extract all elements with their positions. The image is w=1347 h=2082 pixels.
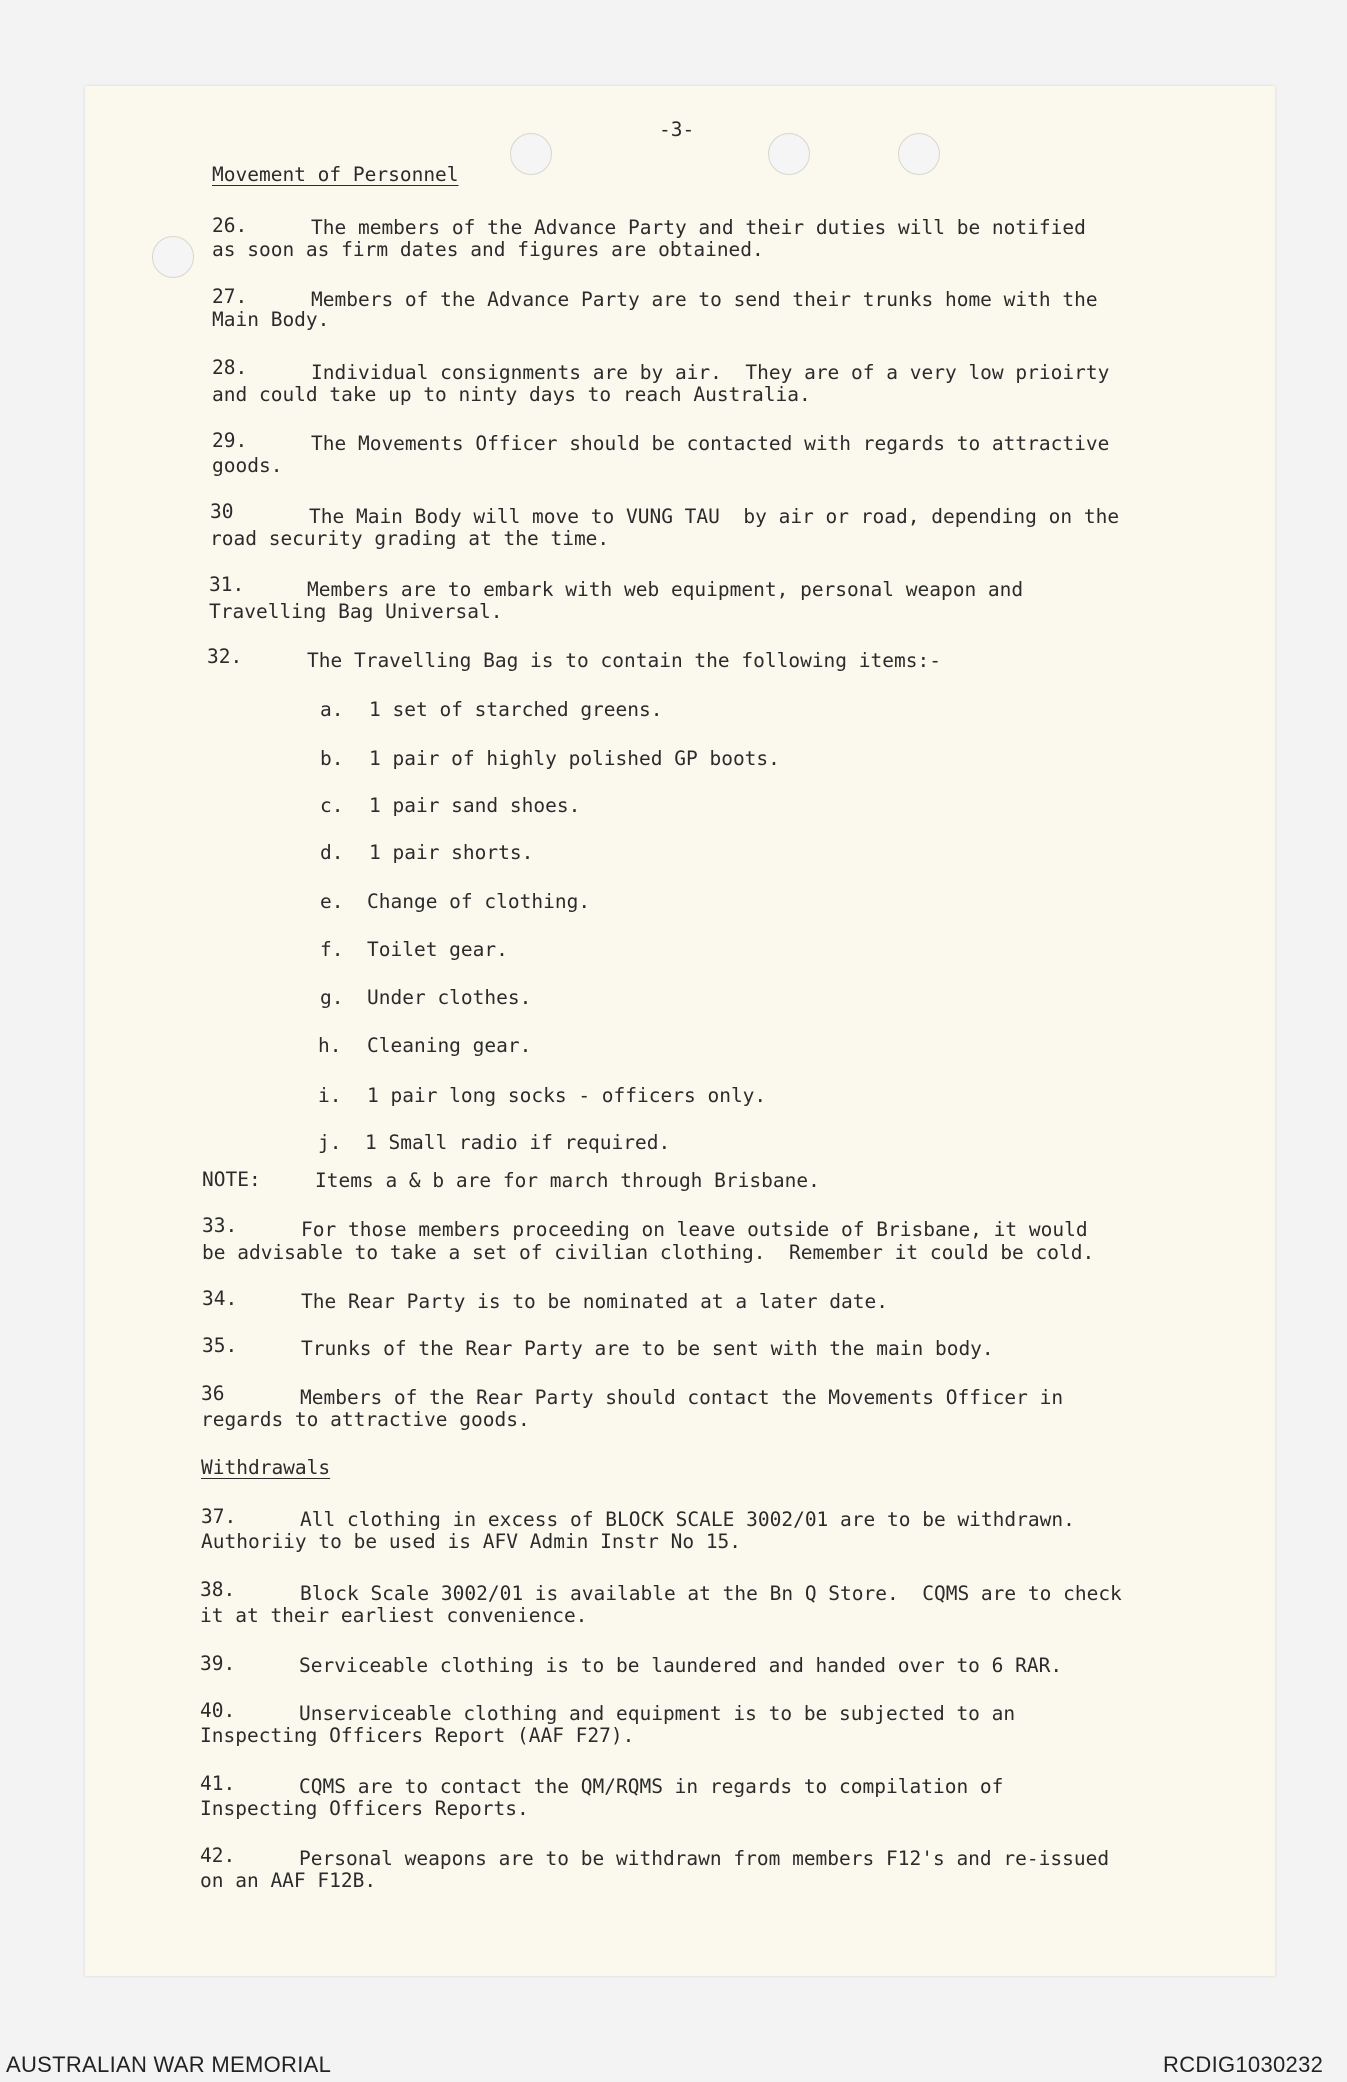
list-item-letter: h. — [318, 1034, 342, 1057]
paragraph-line: Individual consignments are by air. They are of a very low prioirty — [311, 361, 1110, 384]
paragraph-line: it at their earliest convenience. — [200, 1604, 588, 1627]
paragraph-line: The Travelling Bag is to contain the following items:- — [307, 649, 941, 672]
paragraph-number: 39. — [200, 1652, 236, 1675]
paragraph-line: Travelling Bag Universal. — [209, 600, 503, 623]
paragraph-line: For those members proceeding on leave outside of Brisbane, it would — [301, 1218, 1088, 1241]
note-text: Items a & b are for march through Brisbane. — [315, 1169, 820, 1192]
paragraph-line: and could take up to ninty days to reach Australia. — [212, 383, 811, 406]
paragraph-line: be advisable to take a set of civilian clothing. Remember it could be cold. — [202, 1241, 1095, 1264]
paragraph-line: Block Scale 3002/01 is available at the Bn Q Store. CQMS are to check — [300, 1582, 1122, 1605]
punch-hole — [152, 236, 194, 278]
paragraph-line: on an AAF F12B. — [200, 1869, 377, 1892]
list-item-text: Under clothes. — [367, 986, 532, 1009]
paragraph-number: 35. — [202, 1334, 238, 1357]
paragraph-number: 41. — [200, 1772, 236, 1795]
section-heading-movement: Movement of Personnel — [212, 163, 459, 186]
paragraph-line: Members of the Rear Party should contact the Movements Officer in — [300, 1386, 1064, 1409]
paragraph-line: Serviceable clothing is to be laundered and handed over to 6 RAR. — [299, 1654, 1063, 1677]
paragraph-number: 29. — [212, 429, 248, 452]
list-item-letter: d. — [320, 841, 344, 864]
paragraph-number: 40. — [200, 1699, 236, 1722]
paragraph-number: 38. — [200, 1578, 236, 1601]
paragraph-line: Main Body. — [212, 308, 330, 331]
paragraph-line: The Rear Party is to be nominated at a later date. — [301, 1290, 888, 1313]
paragraph-line: All clothing in excess of BLOCK SCALE 3002/01 are to be withdrawn. — [300, 1508, 1075, 1531]
paragraph-line: Personal weapons are to be withdrawn from members F12's and re-issued — [299, 1847, 1110, 1870]
paragraph-number: 42. — [200, 1844, 236, 1867]
list-item-letter: c. — [320, 794, 344, 817]
list-item-text: 1 set of starched greens. — [369, 698, 663, 721]
paragraph-number: 36 — [201, 1382, 225, 1405]
list-item-letter: j. — [318, 1131, 342, 1154]
list-item-letter: f. — [320, 938, 344, 961]
list-item-text: 1 pair long socks - officers only. — [367, 1084, 767, 1107]
paragraph-line: The Movements Officer should be contacted with regards to attractive — [311, 432, 1110, 455]
paragraph-line: Trunks of the Rear Party are to be sent with the main body. — [301, 1337, 994, 1360]
list-item-letter: g. — [320, 986, 344, 1009]
paragraph-line: Inspecting Officers Reports. — [200, 1797, 529, 1820]
paragraph-number: 27. — [212, 285, 248, 308]
list-item-text: 1 pair sand shoes. — [369, 794, 581, 817]
list-item-text: 1 pair of highly polished GP boots. — [369, 747, 780, 770]
paragraph-number: 34. — [202, 1287, 238, 1310]
note-label: NOTE: — [202, 1168, 261, 1191]
paragraph-line: Inspecting Officers Report (AAF F27). — [200, 1724, 635, 1747]
list-item-text: 1 Small radio if required. — [365, 1131, 671, 1154]
paragraph-number: 30 — [210, 500, 234, 523]
footer-institution: AUSTRALIAN WAR MEMORIAL — [6, 2052, 332, 2077]
list-item-letter: i. — [318, 1084, 342, 1107]
paragraph-line: The members of the Advance Party and their duties will be notified — [311, 216, 1086, 239]
page-number: -3- — [659, 118, 695, 141]
paragraph-line: Unserviceable clothing and equipment is to be subjected to an — [299, 1702, 1016, 1725]
paragraph-number: 32. — [207, 645, 243, 668]
punch-hole — [898, 133, 940, 175]
list-item-text: Change of clothing. — [367, 890, 591, 913]
paragraph-line: as soon as firm dates and figures are obtained. — [212, 238, 764, 261]
list-item-letter: a. — [320, 698, 344, 721]
list-item-letter: e. — [320, 890, 344, 913]
paragraph-line: road security grading at the time. — [210, 527, 610, 550]
paragraph-number: 28. — [212, 356, 248, 379]
paragraph-number: 26. — [212, 214, 248, 237]
list-item-text: Toilet gear. — [367, 938, 508, 961]
paragraph-line: goods. — [212, 454, 283, 477]
list-item-text: Cleaning gear. — [367, 1034, 532, 1057]
paragraph-line: CQMS are to contact the QM/RQMS in regards to compilation of — [299, 1775, 1004, 1798]
paragraph-line: Authoriiy to be used is AFV Admin Instr No 15. — [201, 1530, 742, 1553]
paragraph-number: 37. — [201, 1505, 237, 1528]
punch-hole — [768, 133, 810, 175]
paragraph-line: Members of the Advance Party are to send their trunks home with the — [311, 288, 1098, 311]
paragraph-line: Members are to embark with web equipment, personal weapon and — [307, 578, 1024, 601]
punch-hole — [510, 133, 552, 175]
paragraph-line: The Main Body will move to VUNG TAU by air or road, depending on the — [309, 505, 1120, 528]
list-item-text: 1 pair shorts. — [369, 841, 534, 864]
footer-record-id: RCDIG1030232 — [1163, 2052, 1324, 2077]
paragraph-line: regards to attractive goods. — [201, 1408, 530, 1431]
list-item-letter: b. — [320, 747, 344, 770]
paragraph-number: 33. — [202, 1214, 238, 1237]
section-heading-withdrawals: Withdrawals — [201, 1456, 331, 1479]
paragraph-number: 31. — [209, 573, 245, 596]
